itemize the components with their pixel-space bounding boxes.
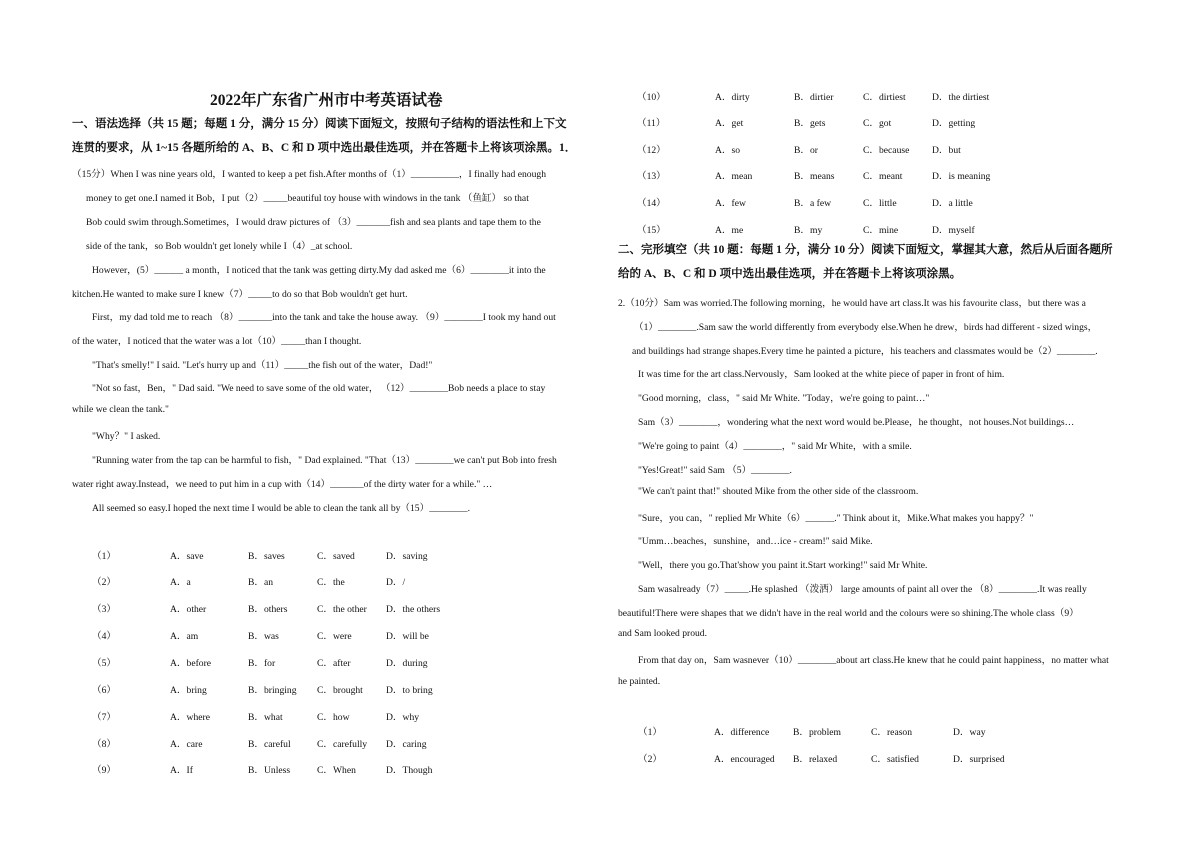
option-c: C．were (317, 631, 352, 642)
option-b: B．what (248, 712, 283, 723)
passage-line: "Sure，you can，" replied Mr White（6）______." Think about it，Mike.What makes you happy？" (638, 513, 1034, 524)
question-number: （4） (92, 631, 116, 642)
option-c: C．got (863, 118, 892, 129)
option-d: D．myself (932, 225, 975, 236)
option-c: C．mine (863, 225, 899, 236)
option-a: A．a (170, 577, 191, 588)
option-c: C．the other (317, 604, 367, 615)
option-a: A．get (715, 118, 744, 129)
section2-heading (618, 238, 1113, 286)
question-number: （1） (92, 551, 116, 562)
question-number: （3） (92, 604, 116, 615)
option-d: D．Though (386, 765, 433, 776)
passage-line: kitchen.He wanted to make sure I knew（7）_____to do so that Bob wouldn't get hurt. (72, 289, 408, 300)
option-b: B．bringing (248, 685, 297, 696)
passage-line: "Yes!Great!" said Sam （5）________. (638, 465, 792, 476)
passage-line: Sam wasalready（7）_____.He splashed （泼洒） large amounts of paint all over the （8）________.It was really (638, 584, 1087, 595)
option-b: B．relaxed (793, 754, 838, 765)
option-b: B．for (248, 658, 276, 669)
heading-line: 给的 A、B、C 和 D 项中选出最佳选项，并在答题卡上将该项涂黑。 (618, 268, 962, 280)
passage-line: "Not so fast，Ben，" Dad said. "We need to save some of the old water， （12）________Bob needs a place to stay (92, 383, 546, 394)
passage-line: while we clean the tank." (72, 404, 169, 415)
option-c: C．after (317, 658, 351, 669)
option-d: D．is meaning (932, 171, 991, 182)
passage-line: From that day on，Sam wasnever（10）________about art class.He knew that he could paint happiness，no matter what (638, 655, 1109, 666)
option-b: B．dirtier (794, 92, 834, 103)
option-c: C．brought (317, 685, 363, 696)
passage-line: water right away.Instead，we need to put him in a cup with（14）_______of the dirty water for a while." … (72, 479, 493, 490)
question-number: （9） (92, 765, 116, 776)
option-c: C．saved (317, 551, 355, 562)
option-a: A．am (170, 631, 199, 642)
passage-line: Bob could swim through.Sometimes，I would draw pictures of （3）_______fish and sea plants and tape them to the (86, 217, 541, 228)
passage-line: （15分）When I was nine years old，I wanted to keep a pet fish.After months of（1）__________，I finally had enough (72, 169, 546, 180)
option-c: C．because (863, 145, 910, 156)
option-d: D．caring (386, 739, 427, 750)
option-d: D．the dirtiest (932, 92, 990, 103)
passage-line: and Sam looked proud. (618, 628, 707, 639)
option-d: D．surprised (953, 754, 1005, 765)
question-number: （10） (637, 92, 666, 103)
heading-line: 连贯的要求，从 1~15 各题所给的 A、B、C 和 D 项中选出最佳选项，并在答题卡上将该项涂黑。1． (72, 142, 577, 154)
option-c: C．When (317, 765, 356, 776)
option-d: D．to bring (386, 685, 433, 696)
option-b: B．gets (794, 118, 826, 129)
passage-line: （1）________.Sam saw the world differently from everybody else.When he drew，birds had different - sized wings， (634, 322, 1098, 333)
option-a: A．mean (715, 171, 753, 182)
passage-line: "Running water from the tap can be harmful to fish，" Dad explained. "That（13）________we can't put Bob into fresh (92, 455, 557, 466)
question-number: （12） (637, 145, 666, 156)
passage-line: "That's smelly!" I said. "Let's hurry up and（11）_____the fish out of the water，Dad!" (92, 360, 433, 371)
option-a: A．save (170, 551, 204, 562)
option-c: C．little (863, 198, 897, 209)
passage-line: "We can't paint that!" shouted Mike from the other side of the classroom. (638, 486, 919, 497)
question-number: （8） (92, 739, 116, 750)
option-b: B．or (794, 145, 818, 156)
option-c: C．meant (863, 171, 903, 182)
passage-line: 2.（10分）Sam was worried.The following morning，he would have art class.It was his favourite class，but there was a (618, 298, 1086, 309)
passage-line: First，my dad told me to reach （8）_______into the tank and take the house away. （9）________I took my hand out (92, 312, 556, 323)
passage-line: and buildings had strange shapes.Every time he painted a picture，his teachers and classmates would be（2）________. (632, 346, 1098, 357)
option-b: B．means (794, 171, 835, 182)
option-b: B．was (248, 631, 279, 642)
passage-line: "Good morning，class，" said Mr White. "Today，we're going to paint…" (638, 393, 930, 404)
option-a: A．dirty (715, 92, 750, 103)
question-number: （7） (92, 712, 116, 723)
question-number: （2） (638, 754, 662, 765)
question-number: （6） (92, 685, 116, 696)
option-a: A．encouraged (714, 754, 775, 765)
option-d: D．way (953, 727, 986, 738)
option-c: C．satisfied (871, 754, 919, 765)
option-a: A．bring (170, 685, 207, 696)
passage-line: beautiful!There were shapes that we didn't have in the real world and the colours were so shining.The whole class（9） (618, 608, 1079, 619)
question-number: （11） (637, 118, 666, 129)
option-a: A．If (170, 765, 193, 776)
option-c: C．reason (871, 727, 913, 738)
option-c: C．carefully (317, 739, 368, 750)
option-a: A．where (170, 712, 210, 723)
passage-line: "Well，there you go.That'show you paint it.Start working!" said Mr White. (638, 560, 928, 571)
option-d: D．/ (386, 577, 406, 588)
option-d: D．getting (932, 118, 976, 129)
option-b: B．careful (248, 739, 291, 750)
option-a: A．me (715, 225, 744, 236)
option-b: B．saves (248, 551, 285, 562)
option-a: A．few (715, 198, 746, 209)
passage-line: It was time for the art class.Nervously，Sam looked at the white piece of paper in front of him. (638, 369, 1005, 380)
passage-line: side of the tank，so Bob wouldn't get lonely while I（4）_at school. (86, 241, 353, 252)
option-c: C．the (317, 577, 345, 588)
option-a: A．care (170, 739, 203, 750)
option-d: D．a little (932, 198, 973, 209)
heading-line: 二、完形填空（共 10 题：每题 1 分，满分 10 分）阅读下面短文，掌握其大意，然后从后面各题所 (618, 244, 1113, 256)
option-c: C．dirtiest (863, 92, 906, 103)
passage-line: of the water，I noticed that the water was a lot（10）_____than I thought. (72, 336, 362, 347)
option-b: B．others (248, 604, 288, 615)
option-b: B．an (248, 577, 274, 588)
passage-line: "Why？" I asked. (92, 431, 161, 442)
passage-line: However，(5）______ a month，I noticed that the tank was getting dirty.My dad asked me（6）________it into the (92, 265, 546, 276)
question-number: （15） (637, 225, 666, 236)
question-number: （13） (637, 171, 666, 182)
passage-line: he painted. (618, 676, 661, 687)
question-number: （2） (92, 577, 116, 588)
option-d: D．will be (386, 631, 429, 642)
option-b: B．my (794, 225, 823, 236)
option-a: A．before (170, 658, 212, 669)
option-b: B．Unless (248, 765, 291, 776)
option-b: B．problem (793, 727, 841, 738)
option-a: A．other (170, 604, 207, 615)
question-number: （5） (92, 658, 116, 669)
option-a: A．difference (714, 727, 770, 738)
option-d: D．the others (386, 604, 441, 615)
passage-line: Sam（3）________，wondering what the next word would be.Please，he thought，not houses.Not buildings… (638, 417, 1075, 428)
option-b: B．a few (794, 198, 832, 209)
passage-line: "Umm…beaches，sunshine，and…ice - cream!" said Mike. (638, 536, 873, 547)
section1-heading (72, 112, 576, 160)
option-c: C．how (317, 712, 350, 723)
question-number: （1） (638, 727, 662, 738)
option-a: A．so (715, 145, 741, 156)
option-d: D．but (932, 145, 961, 156)
passage-line: All seemed so easy.I hoped the next time I would be able to clean the tank all by（15）________. (92, 503, 470, 514)
heading-line: 一、语法选择（共 15 题；每题 1 分，满分 15 分）阅读下面短文，按照句子结构的语法性和上下文 (72, 118, 567, 130)
passage-line: money to get one.I named it Bob，I put（2）_____beautiful toy house with windows in the tank （鱼缸） so that (86, 193, 529, 204)
option-d: D．during (386, 658, 428, 669)
option-d: D．saving (386, 551, 428, 562)
page-title: 2022年广东省广州市中考英语试卷 (210, 92, 443, 109)
option-d: D．why (386, 712, 420, 723)
question-number: （14） (637, 198, 666, 209)
passage-line: "We're going to paint（4）________，" said Mr White，with a smile. (638, 441, 912, 452)
